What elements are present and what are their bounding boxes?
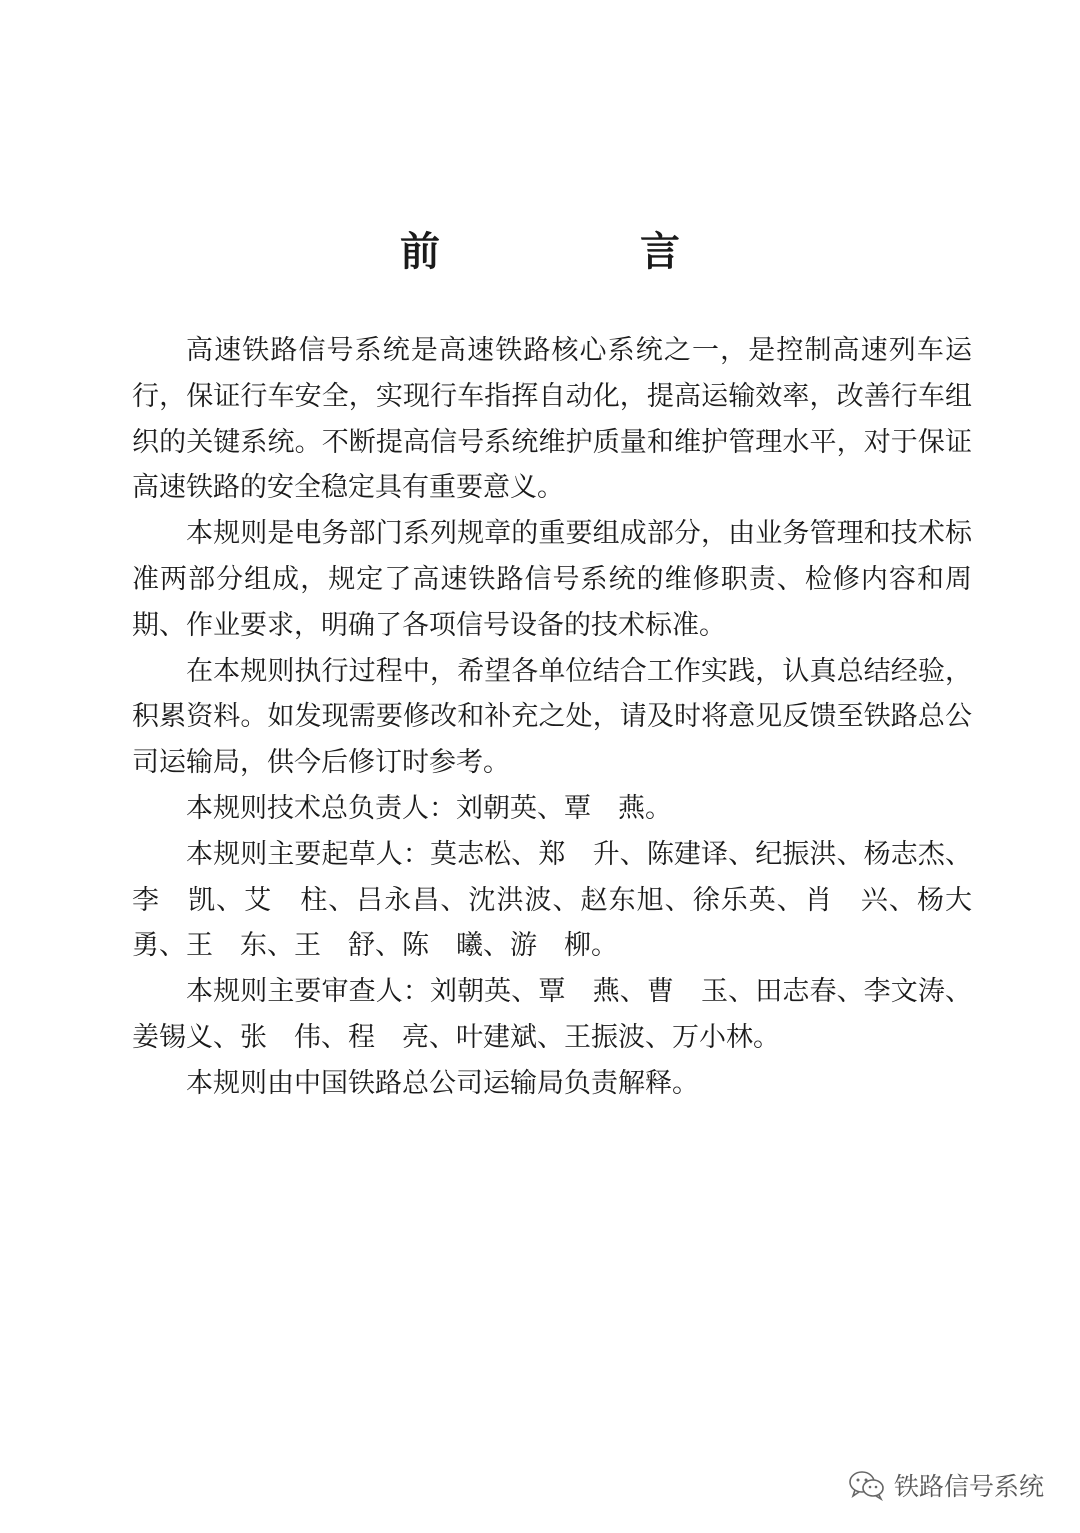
page-title: 前 言: [400, 228, 760, 275]
paragraph-drafters: 本规则主要起草人：莫志松、郑 升、陈建译、纪振洪、杨志杰、李 凯、艾 柱、吕永昌、沈洪波、赵东旭、徐乐英、肖 兴、杨大勇、王 东、王 舒、陈 曦、游 柳。: [132, 838, 972, 962]
document-body: [132, 328, 972, 1107]
paragraph-intro: 高速铁路信号系统是高速铁路核心系统之一，是控制高速列车运行，保证行车安全，实现行车指挥自动化，提高运输效率，改善行车组织的关键系统。不断提高信号系统维护质量和维护管理水平，对于保证高速铁路的安全稳定具有重要意义。: [132, 335, 972, 504]
paragraph-interpretation: 本规则由中国铁路总公司运输局负责解释。: [186, 1067, 699, 1099]
paragraph-feedback: 在本规则执行过程中，希望各单位结合工作实践，认真总结经验，积累资料。如发现需要修改和补充之处，请及时将意见反馈至铁路总公司运输局，供今后修订时参考。: [132, 655, 972, 779]
paragraph-reviewers: 本规则主要审查人：刘朝英、覃 燕、曹 玉、田志春、李文涛、姜锡义、张 伟、程 亮、叶建斌、王振波、万小林。: [132, 976, 972, 1053]
wechat-icon: [848, 1469, 886, 1501]
watermark-text: 铁路信号系统: [893, 1472, 1044, 1501]
watermark: [848, 1467, 1044, 1503]
paragraph-technical-lead: 本规则技术总负责人：刘朝英、覃 燕。: [186, 792, 672, 824]
paragraph-composition: 本规则是电务部门系列规章的重要组成部分，由业务管理和技术标准两部分组成，规定了高速铁路信号系统的维修职责、检修内容和周期、作业要求，明确了各项信号设备的技术标准。: [132, 518, 972, 641]
